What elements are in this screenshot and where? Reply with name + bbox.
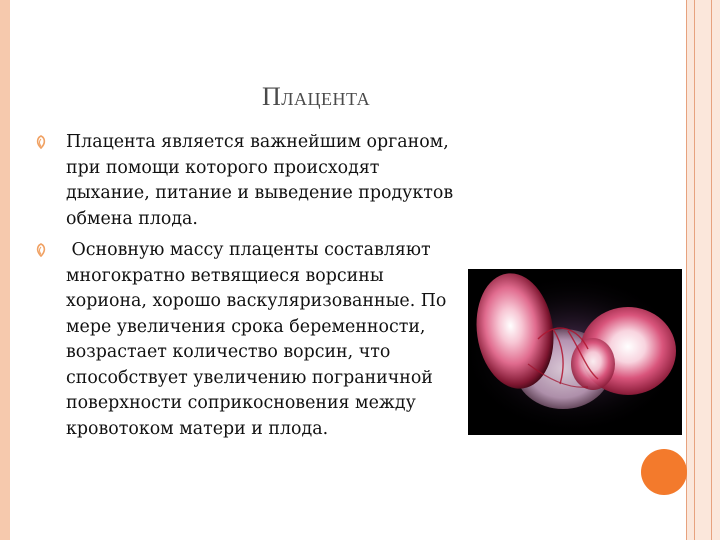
bullet-item-2 bbox=[32, 238, 462, 442]
right-border-line-3 bbox=[711, 0, 712, 540]
bullet-list bbox=[32, 130, 462, 448]
slide-title: Плацента bbox=[262, 82, 371, 111]
bullet-item-1 bbox=[32, 130, 462, 232]
orange-decorative-circle bbox=[641, 449, 687, 495]
bullet-text-2: Основную массу плаценты составляют многократно ветвящиеся ворсины хориона, хорошо васкуляризованные. По мере увеличения срока беременности, возрастает количество ворсин, что способствует увеличению пограничной поверхности соприкосновения между кровотоком матери и плода. bbox=[66, 240, 452, 439]
left-decorative-border bbox=[0, 0, 10, 540]
petal-bullet-icon bbox=[32, 238, 50, 263]
right-border-line-2 bbox=[694, 0, 695, 540]
right-border-line-1 bbox=[686, 0, 687, 540]
placenta-illustration bbox=[468, 269, 682, 435]
petal-bullet-icon bbox=[32, 130, 50, 155]
placenta-photo bbox=[468, 269, 682, 435]
right-decorative-border bbox=[686, 0, 720, 540]
bullet-text-1: Плацента является важнейшим органом, при помощи которого происходят дыхание, питание и выведение продуктов обмена плода. bbox=[66, 132, 454, 229]
